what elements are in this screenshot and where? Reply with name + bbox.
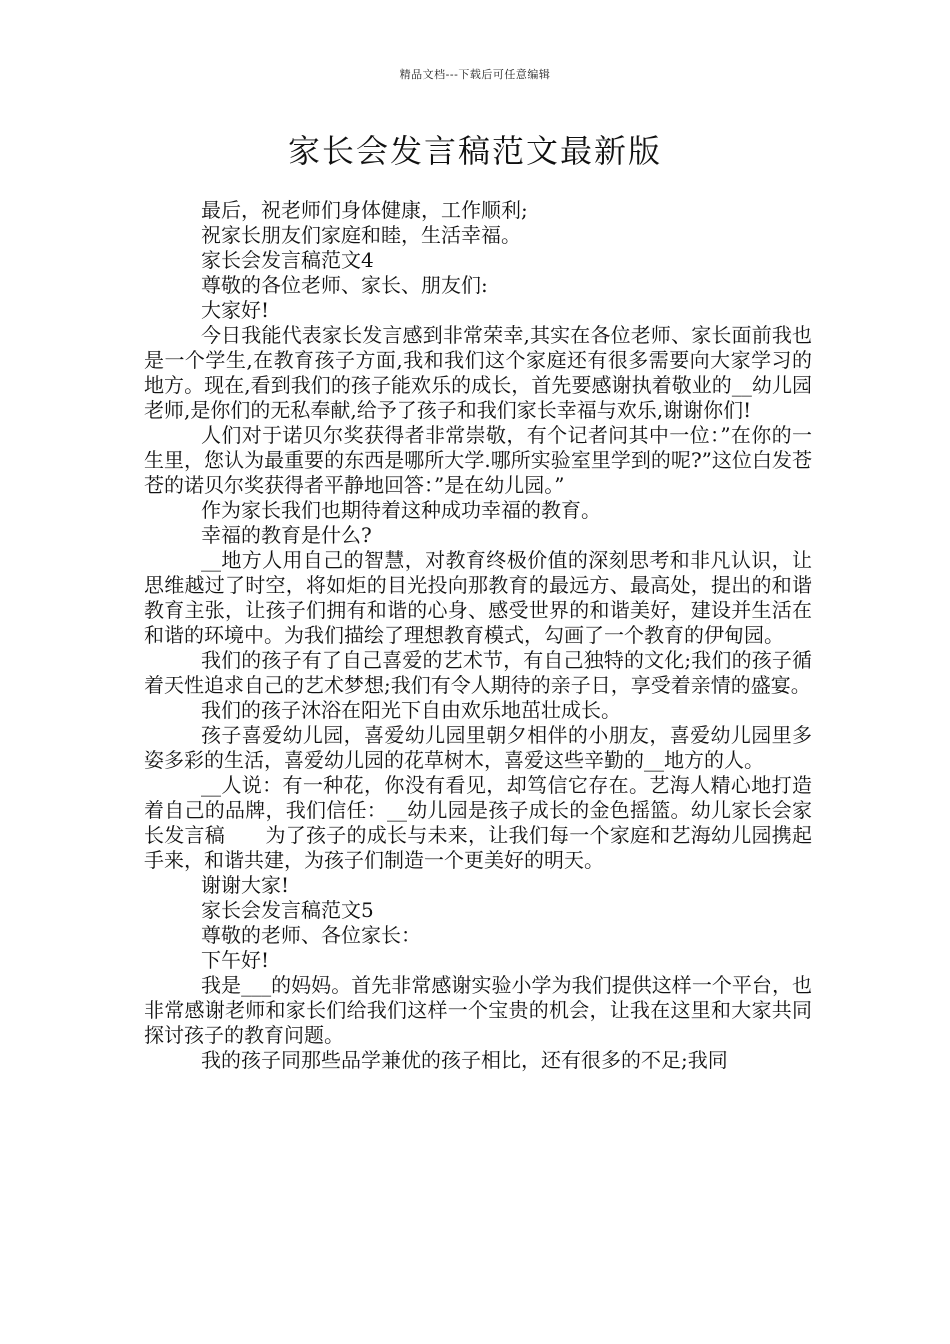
paragraph: 作为家长我们也期待着这种成功幸福的教育。 (201, 498, 601, 522)
salutation: 尊敬的老师、各位家长： (201, 923, 421, 947)
document-body (144, 198, 812, 1073)
paragraph: 谢谢大家! (201, 873, 290, 897)
paragraph: 我是___的妈妈。首先非常感谢实验小学为我们提供这样一个平台，也非常感谢老师和家长们给我们这样一个宝贵的机会，让我在这里和大家共同探讨孩子的教育问题。 (144, 973, 812, 1047)
section-heading: 家长会发言稿范文5 (201, 898, 374, 922)
paragraph: 今日我能代表家长发言感到非常荣幸,其实在各位老师、家长面前我也是一个学生,在教育孩子方面,我和我们这个家庭还有很多需要向大家学习的地方。现在,看到我们的孩子能欢乐的成长，首先要感谢执着敬业的__幼儿园老师,是你们的无私奉献,给予了孩子和我们家长幸福与欢乐,谢谢你们! (144, 323, 812, 422)
greeting: 下午好! (201, 948, 270, 972)
section-heading: 家长会发言稿范文4 (201, 248, 374, 272)
paragraph: 幸福的教育是什么? (201, 523, 372, 547)
paragraph: __地方人用自己的智慧，对教育终极价值的深刻思考和非凡认识，让思维越过了时空，将如炬的目光投向那教育的最远方、最高处，提出的和谐教育主张，让孩子们拥有和谐的心身、感受世界的和谐美好，建设并生活在和谐的环境中。为我们描绘了理想教育模式，勾画了一个教育的伊甸园。 (144, 548, 812, 647)
paragraph: 人们对于诺贝尔奖获得者非常崇敬，有个记者问其中一位：”在你的一生里，您认为最重要的东西是哪所大学.哪所实验室里学到的呢?”这位白发苍苍的诺贝尔奖获得者平静地回答：”是在幼儿园。” (144, 423, 812, 497)
document-title: 家长会发言稿范文最新版 (287, 132, 662, 170)
paragraph: 祝家长朋友们家庭和睦，生活幸福。 (201, 223, 521, 247)
paragraph: 孩子喜爱幼儿园，喜爱幼儿园里朝夕相伴的小朋友，喜爱幼儿园里多姿多彩的生活，喜爱幼儿园的花草树木，喜爱这些辛勤的__地方的人。 (144, 723, 812, 772)
paragraph: 我的孩子同那些品学兼优的孩子相比，还有很多的不足;我同 (201, 1048, 728, 1072)
paragraph: 我们的孩子有了自己喜爱的艺术节，有自己独特的文化;我们的孩子循着天性追求自己的艺术梦想;我们有令人期待的亲子日，享受着亲情的盛宴。 (144, 648, 812, 697)
paragraph: 最后，祝老师们身体健康，工作顺利; (201, 198, 528, 222)
page-header-note: 精品文档---下载后可任意编辑 (399, 68, 551, 81)
greeting: 大家好! (201, 298, 270, 322)
salutation: 尊敬的各位老师、家长、朋友们: (201, 273, 488, 297)
paragraph: 我们的孩子沐浴在阳光下自由欢乐地茁壮成长。 (201, 698, 621, 722)
paragraph: __人说：有一种花，你没有看见，却笃信它存在。艺海人精心地打造着自己的品牌，我们信任：__幼儿园是孩子成长的金色摇篮。幼儿家长会家长发言稿 为了孩子的成长与未来，让我们每一个家庭和艺海幼儿园携起手来，和谐共建，为孩子们制造一个更美好的明天。 (144, 773, 812, 872)
